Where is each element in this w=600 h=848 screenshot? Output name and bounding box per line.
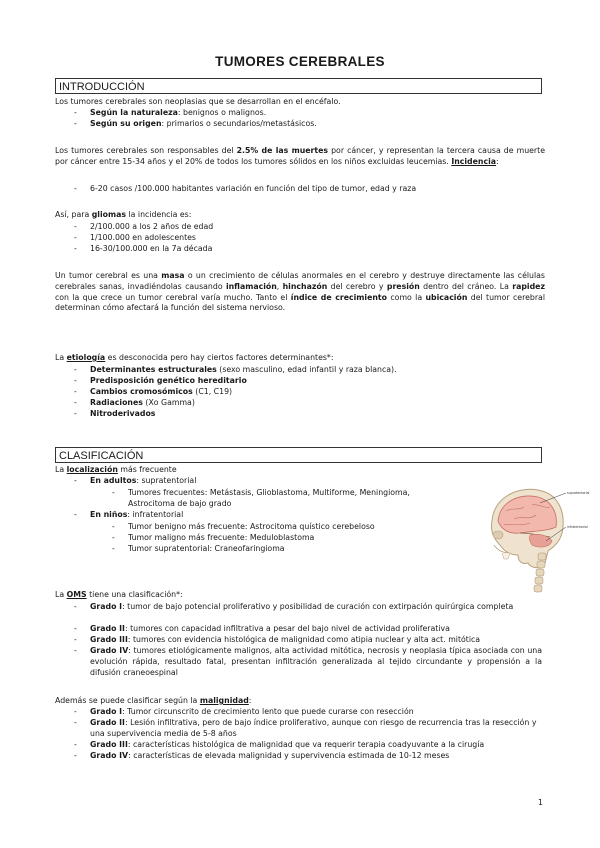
intro-definition: Los tumores cerebrales son neoplasias que se desarrollan en el encéfalo.	[55, 97, 341, 106]
adultos-subitem: Tumores frecuentes: Metástasis, Glioblastoma, Multiforme, Meningioma,	[128, 488, 410, 497]
adultos-item: En adultos: supratentorial	[90, 476, 197, 485]
bullet-dash: -	[74, 707, 77, 716]
etiologia-item: Radiaciones (Xo Gamma)	[90, 398, 195, 407]
intro-paragraph-mortality: Los tumores cerebrales son responsables del 2.5% de las muertes por cáncer, y representan la tercera causa de muerte por cáncer entre 15-34 años y el 20% de todos los tumores sólidos en los niños excluidas leucemias. Incidencia:	[55, 146, 545, 166]
etiologia-intro: La etiología es desconocida pero hay ciertos factores determinantes*:	[55, 353, 334, 362]
bullet-dash: -	[74, 222, 77, 231]
bullet-dash: -	[74, 376, 77, 385]
intro-paragraph-mass: Un tumor cerebral es una masa o un crecimiento de células anormales en el cerebro y destruye directamente las células cerebrales sanas, invadiéndolas causando inflamación, hinchazón del cerebro y presión dentro del cráneo. La rapidez con la que crece un tumor cerebral varía mucho. Tanto el índice de crecimiento como la ubicación del tumor cerebral determinan cómo afectará la función del sistema nervioso.	[55, 271, 545, 313]
bullet-dash: -	[74, 510, 77, 519]
bullet-dash: -	[74, 184, 77, 193]
bullet-dash: -	[74, 398, 77, 407]
section-heading-introduccion: INTRODUCCIÓN	[55, 78, 542, 94]
glioma-item: 2/100.000 a los 2 años de edad	[90, 222, 214, 231]
etiologia-item: Predisposición genético hereditario	[90, 376, 247, 385]
malignidad-grade-item: Grado II: Lesión infiltrativa, pero de bajo índice proliferativo, aunque con riesgo de recurrencia tras la resección y una supervivencia media de 5-8 años	[90, 718, 537, 738]
ninos-item: En niños: infratentorial	[90, 510, 184, 519]
oms-intro: La OMS tiene una clasificación*:	[55, 590, 183, 599]
bullet-dash: -	[112, 488, 115, 497]
bullet-dash: -	[74, 740, 77, 749]
bullet-dash: -	[112, 533, 115, 542]
section-heading-clasificacion: CLASIFICACIÓN	[55, 447, 542, 463]
incidencia-item: 6-20 casos /100.000 habitantes variación en función del tipo de tumor, edad y raza	[90, 184, 417, 193]
bullet-origen: Según su origen: primarios o secundarios/metastásicos.	[90, 119, 317, 128]
localizacion-intro: La localización más frecuente	[55, 465, 177, 474]
skull-brain-illustration	[474, 481, 599, 601]
bullet-dash: -	[74, 387, 77, 396]
bullet-dash: -	[112, 544, 115, 553]
malignidad-intro: Además se puede clasificar según la malignidad:	[55, 696, 252, 705]
bullet-dash: -	[74, 624, 77, 633]
malignidad-grade-item: Grado III: características histológica de malignidad que va requerir terapia coadyuvante a la cirugía	[90, 740, 485, 749]
page-number: 1	[537, 798, 543, 807]
bullet-dash: -	[74, 646, 77, 655]
etiologia-item: Nitroderivados	[90, 409, 156, 418]
malignidad-grade-item: Grado IV: características de elevada malignidad y supervivencia estimada de 10-12 meses	[90, 751, 450, 760]
oms-grade-item: Grado III: tumores con evidencia histológica de malignidad como atipia nuclear y alta act. mitótica	[90, 635, 481, 644]
page-title: TUMORES CEREBRALES	[215, 54, 385, 69]
etiologia-item: Cambios cromosómicos (C1, C19)	[90, 387, 233, 396]
skull-label-supratentorial: supratentorial	[567, 491, 590, 495]
malignidad-grade-item: Grado I: Tumor circunscrito de crecimiento lento que puede curarse con resección	[90, 707, 414, 716]
oms-grade-item: Grado I: tumor de bajo potencial proliferativo y posibilidad de curación con extirpación quirúrgica completa	[90, 602, 514, 611]
bullet-dash: -	[74, 233, 77, 242]
skull-label-infratentorial: infratentorial	[567, 525, 588, 529]
bullet-dash: -	[74, 365, 77, 374]
bullet-dash: -	[74, 409, 77, 418]
adultos-subitem: Astrocitoma de bajo grado	[128, 499, 232, 508]
bullet-dash: -	[74, 119, 77, 128]
bullet-dash: -	[74, 602, 77, 611]
ninos-subitem: Tumor benigno más frecuente: Astrocitoma quístico cerebeloso	[128, 522, 375, 531]
bullet-dash: -	[74, 635, 77, 644]
bullet-dash: -	[74, 476, 77, 485]
etiologia-item: Determinantes estructurales (sexo masculino, edad infantil y raza blanca).	[90, 365, 397, 374]
gliomas-intro: Así, para gliomas la incidencia es:	[55, 210, 192, 219]
oms-grade-item: Grado II: tumores con capacidad infiltrativa a pesar del bajo nivel de actividad proliferativa	[90, 624, 450, 633]
bullet-dash: -	[74, 751, 77, 760]
glioma-item: 1/100.000 en adolescentes	[90, 233, 196, 242]
bullet-dash: -	[74, 108, 77, 117]
ninos-subitem: Tumor supratentorial: Craneofaringioma	[128, 544, 285, 553]
oms-grade-item: Grado IV: tumores etiológicamente malignos, alta actividad mitótica, necrosis y neoplasia típica asociada con una evolución rápida, resultado fatal, presentan infiltración generalizada al tejido circundante y propensión a la difusión craneoespinal	[90, 646, 542, 677]
bullet-naturaleza: Según la naturaleza: benignos o malignos.	[90, 108, 267, 117]
bullet-dash: -	[74, 718, 77, 727]
bullet-dash: -	[74, 244, 77, 253]
bullet-dash: -	[112, 522, 115, 531]
glioma-item: 16-30/100.000 en la 7a década	[90, 244, 213, 253]
ninos-subitem: Tumor maligno más frecuente: Meduloblastoma	[128, 533, 315, 542]
